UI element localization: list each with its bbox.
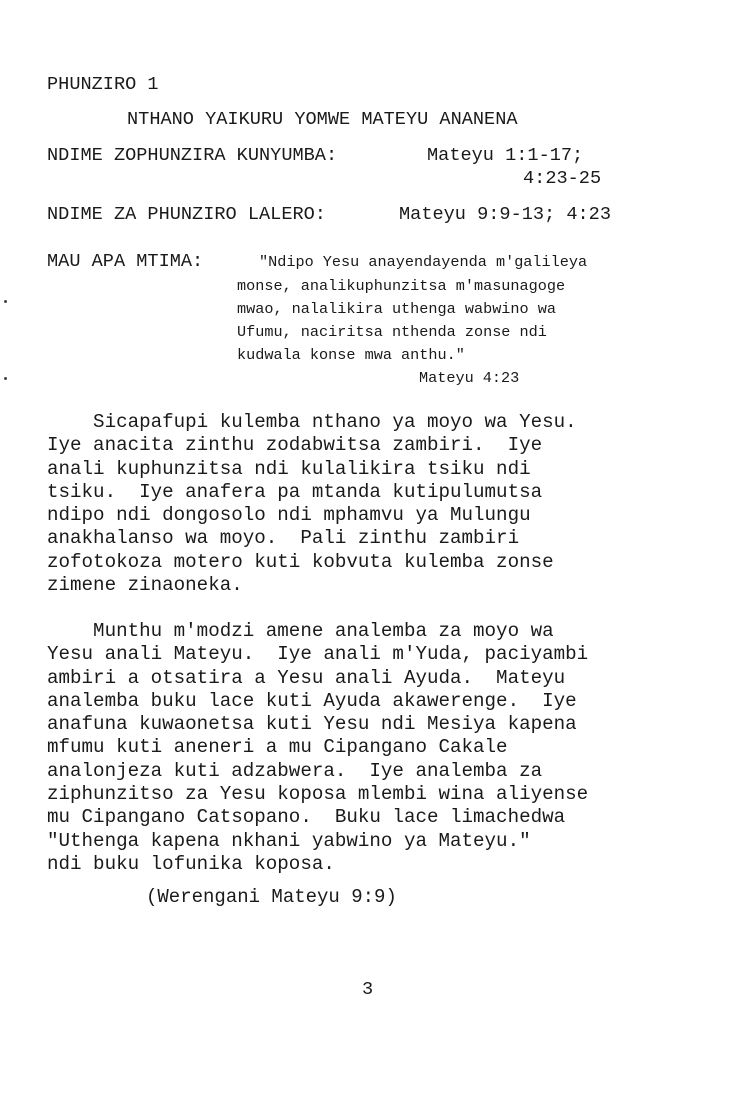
paragraph-line: analonjeza kuti adzabwera. Iye analemba za — [47, 759, 543, 782]
lesson-title: NTHANO YAIKURU YOMWE MATEYU ANANENA — [127, 109, 518, 130]
memory-verse-line: "Ndipo Yesu anayendayenda m'galileya — [259, 253, 588, 271]
paragraph-line: "Uthenga kapena nkhani yabwino ya Mateyu." — [47, 829, 531, 852]
lesson-heading: PHUNZIRO 1 — [47, 74, 159, 95]
paragraph-line: anakhalanso wa moyo. Pali zinthu zambiri — [47, 527, 520, 550]
memory-verse-line: monse, analikuphunzitsa m'masunagoge — [237, 277, 566, 295]
scan-speck — [4, 300, 7, 303]
paragraph-line: analemba buku lace kuti Ayuda akawerenge. Iye — [47, 689, 577, 712]
paragraph-line: Yesu anali Mateyu. Iye anali m'Yuda, paciyambi — [47, 643, 589, 666]
paragraph-line: ziphunzitso za Yesu koposa mlembi wina aliyense — [47, 783, 589, 806]
home-study-ref-1: Mateyu 1:1-17; — [427, 145, 584, 166]
page-number: 3 — [362, 979, 374, 1000]
paragraph-line: anali kuphunzitsa ndi kulalikira tsiku ndi — [47, 457, 531, 480]
scan-speck — [4, 377, 7, 380]
paragraph-1 — [47, 411, 697, 597]
today-study-refs: Mateyu 9:9-13; 4:23 — [399, 204, 612, 225]
paragraph-line: mu Cipangano Catsopano. Buku lace limachedwa — [47, 806, 566, 829]
paragraph-line: tsiku. Iye anafera pa mtanda kutipulumutsa — [47, 480, 543, 503]
paragraph-line: Iye anacita zinthu zodabwitsa zambiri. Iye — [47, 434, 543, 457]
paragraph-line: Munthu m'modzi amene analemba za moyo wa — [47, 620, 554, 642]
paragraph-line: ambiri a otsatira a Yesu anali Ayuda. Mateyu — [47, 666, 566, 689]
paragraph-2 — [47, 620, 697, 876]
paragraph-line: anafuna kuwaonetsa kuti Yesu ndi Mesiya kapena — [47, 713, 577, 736]
memory-verse-label: MAU APA MTIMA: — [47, 251, 204, 272]
memory-verse-line: Ufumu, naciritsa nthenda zonse ndi — [237, 323, 547, 341]
memory-verse-line: mwao, nalalikira uthenga wabwino wa — [237, 300, 556, 318]
paragraph-line: zofotokoza motero kuti kobvuta kulemba zonse — [47, 550, 554, 573]
home-study-label: NDIME ZOPHUNZIRA KUNYUMBA: — [47, 145, 338, 166]
paragraph-line: mfumu kuti aneneri a mu Cipangano Cakale — [47, 736, 508, 759]
memory-verse-line: kudwala konse mwa anthu." — [237, 346, 465, 364]
reading-instruction: (Werengani Mateyu 9:9) — [146, 886, 397, 908]
paragraph-line: ndi buku lofunika koposa. — [47, 852, 335, 875]
paragraph-line: Sicapafupi kulemba nthano ya moyo wa Yesu. — [47, 411, 577, 433]
memory-verse-reference: Mateyu 4:23 — [419, 369, 520, 387]
paragraph-line: ndipo ndi dongosolo ndi mphamvu ya Mulungu — [47, 504, 531, 527]
home-study-ref-2: 4:23-25 — [523, 168, 602, 189]
today-study-label: NDIME ZA PHUNZIRO LALERO: — [47, 204, 326, 225]
paragraph-line: zimene zinaoneka. — [47, 574, 243, 597]
